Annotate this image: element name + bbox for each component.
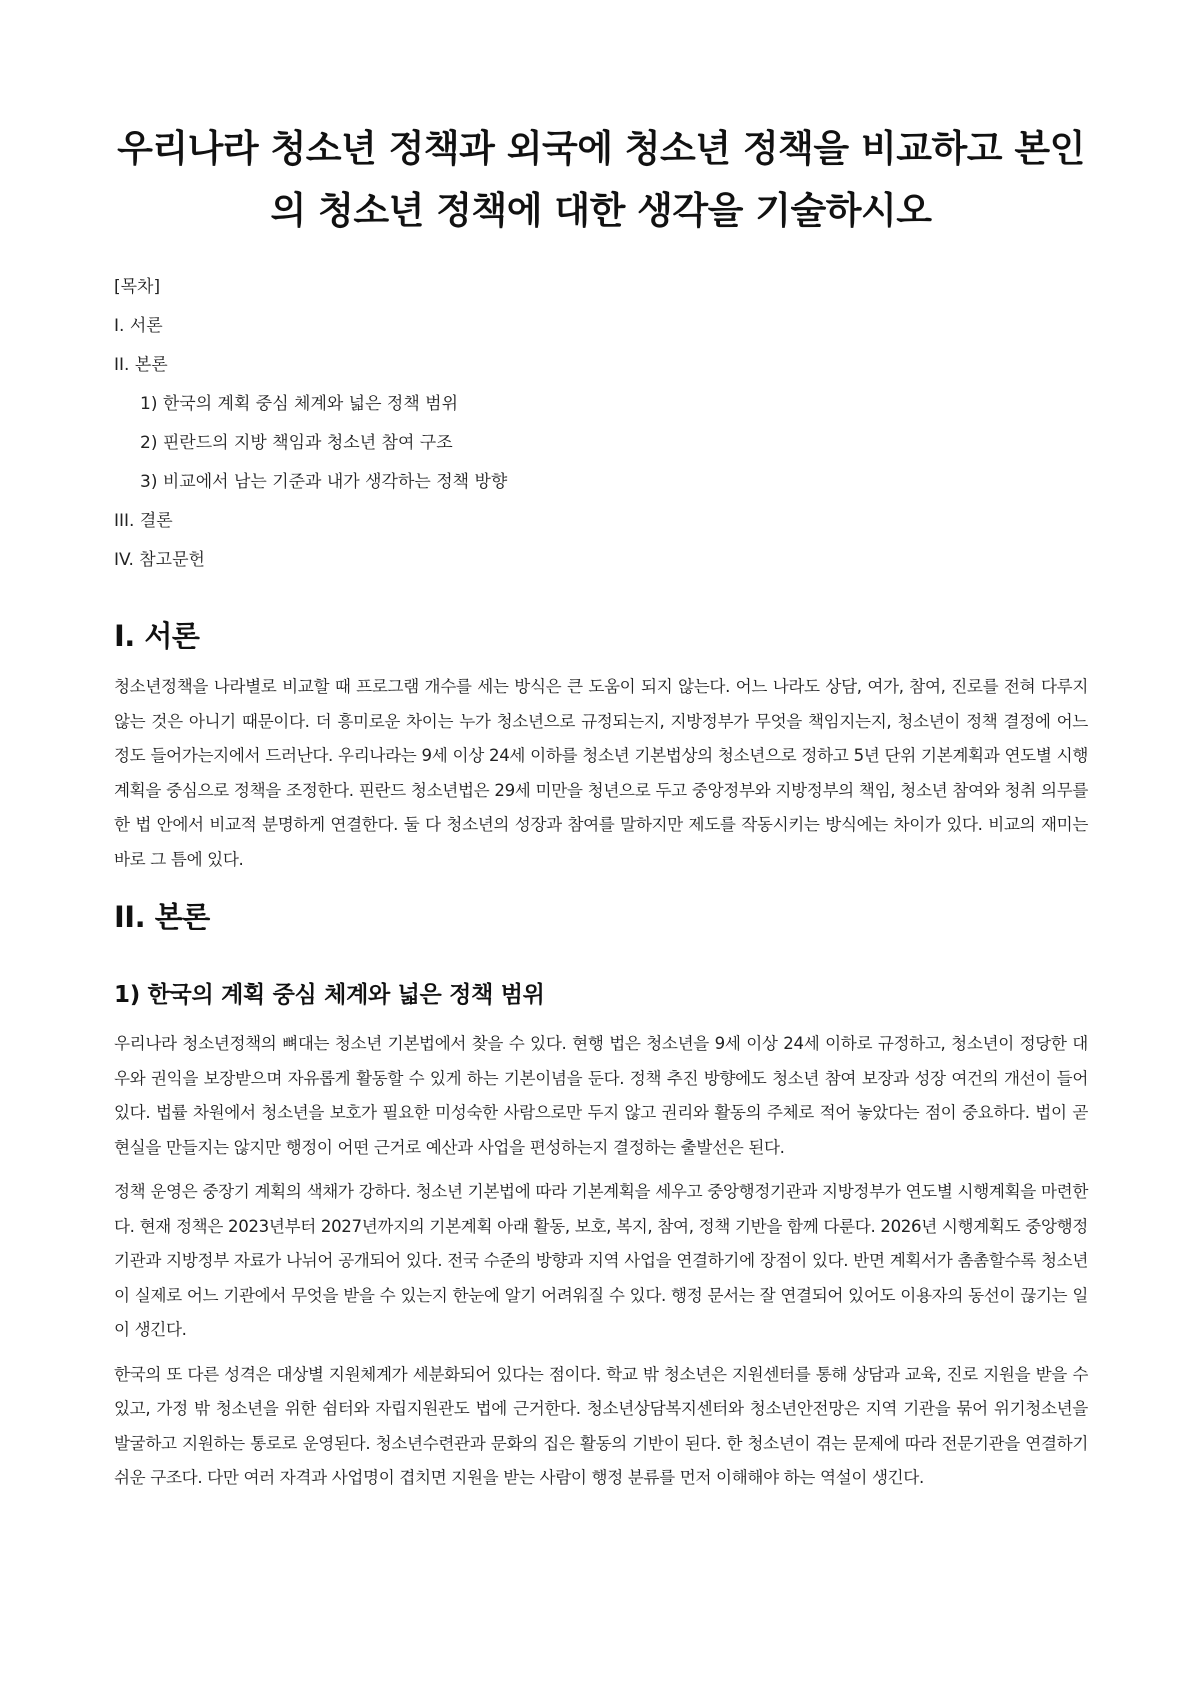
toc-label: [목차] [114, 277, 161, 297]
body-heading: II. 본론 [114, 900, 210, 934]
toc-subitem-korea: 1) 한국의 계획 중심 체계와 넓은 정책 범위 [140, 394, 459, 414]
introduction-heading: I. 서론 [114, 619, 200, 653]
introduction-paragraph: 청소년정책을 나라별로 비교할 때 프로그램 개수를 세는 방식은 큰 도움이 되지 않는다. 어느 나라도 상담, 여가, 참여, 진로를 전혀 다루지 않는 것은 아니기 때문이다. 더 흥미로운 차이는 누가 청소년으로 규정되는지, 지방정부가 무엇을 책임지는지, 청소년이 정책 결정에 어느 정도 들어가는지에서 드러난다. 우리나라는 9세 이상 24세 이하를 청소년 기본법상의 청소년으로 정하고 5년 단위 기본계획과 연도별 시행계획을 중심으로 정책을 조정한다. 핀란드 청소년법은 29세 미만을 청년으로 두고 중앙정부와 지방정부의 책임, 청소년 참여와 청취 의무를 한 법 안에서 비교적 분명하게 연결한다. 둘 다 청소년의 성장과 참여를 말하지만 제도를 작동시키는 방식에는 차이가 있다. 비교의 재미는 바로 그 틈에 있다. [114, 677, 1088, 869]
korea-paragraph-1: 우리나라 청소년정책의 뼈대는 청소년 기본법에서 찾을 수 있다. 현행 법은 청소년을 9세 이상 24세 이하로 규정하고, 청소년이 정당한 대우와 권익을 보장받으며 자유롭게 활동할 수 있게 하는 기본이념을 둔다. 정책 추진 방향에도 청소년 참여 보장과 성장 여건의 개선이 들어 있다. 법률 차원에서 청소년을 보호가 필요한 미성숙한 사람으로만 두지 않고 권리와 활동의 주체로 적어 놓았다는 점이 중요하다. 법이 곧 현실을 만들지는 않지만 행정이 어떤 근거로 예산과 사업을 편성하는지 결정하는 출발선은 된다. [114, 1034, 1088, 1157]
table-of-contents [114, 268, 1088, 580]
korea-paragraph-3: 한국의 또 다른 성격은 대상별 지원체계가 세분화되어 있다는 점이다. 학교 밖 청소년은 지원센터를 통해 상담과 교육, 진로 지원을 받을 수 있고, 가정 밖 청소년을 위한 쉼터와 자립지원관도 법에 근거한다. 청소년상담복지센터와 청소년안전망은 지역 기관을 묶어 위기청소년을 발굴하고 지원하는 통로로 운영된다. 청소년수련관과 문화의 집은 활동의 기반이 된다. 한 청소년이 겪는 문제에 따라 전문기관을 연결하기 쉬운 구조다. 다만 여러 자격과 사업명이 겹치면 지원을 받는 사람이 행정 분류를 먼저 이해해야 하는 역설이 생긴다. [114, 1364, 1088, 1487]
toc-item-introduction: I. 서론 [114, 316, 163, 336]
toc-item-body: II. 본론 [114, 355, 168, 375]
toc-subitem-finland: 2) 핀란드의 지방 책임과 청소년 참여 구조 [140, 433, 453, 453]
toc-subitem-comparison: 3) 비교에서 남는 기준과 내가 생각하는 정책 방향 [140, 472, 508, 492]
toc-item-conclusion: III. 결론 [114, 511, 173, 531]
korea-paragraph-2: 정책 운영은 중장기 계획의 색채가 강하다. 청소년 기본법에 따라 기본계획을 세우고 중앙행정기관과 지방정부가 연도별 시행계획을 마련한다. 현재 정책은 2023년부터 2027년까지의 기본계획 아래 활동, 보호, 복지, 참여, 정책 기반을 함께 다룬다. 2026년 시행계획도 중앙행정기관과 지방정부 자료가 나뉘어 공개되어 있다. 전국 수준의 방향과 지역 사업을 연결하기에 장점이 있다. 반면 계획서가 촘촘할수록 청소년이 실제로 어느 기관에서 무엇을 받을 수 있는지 한눈에 알기 어려워질 수 있다. 행정 문서는 잘 연결되어 있어도 이용자의 동선이 끊기는 일이 생긴다. [114, 1182, 1088, 1339]
toc-item-references: IV. 참고문헌 [114, 550, 205, 570]
korea-section-heading: 1) 한국의 계획 중심 체계와 넓은 정책 범위 [114, 982, 545, 1008]
document-title: 우리나라 청소년 정책과 외국에 청소년 정책을 비교하고 본인의 청소년 정책에 대한 생각을 기술하시오 [117, 127, 1085, 232]
